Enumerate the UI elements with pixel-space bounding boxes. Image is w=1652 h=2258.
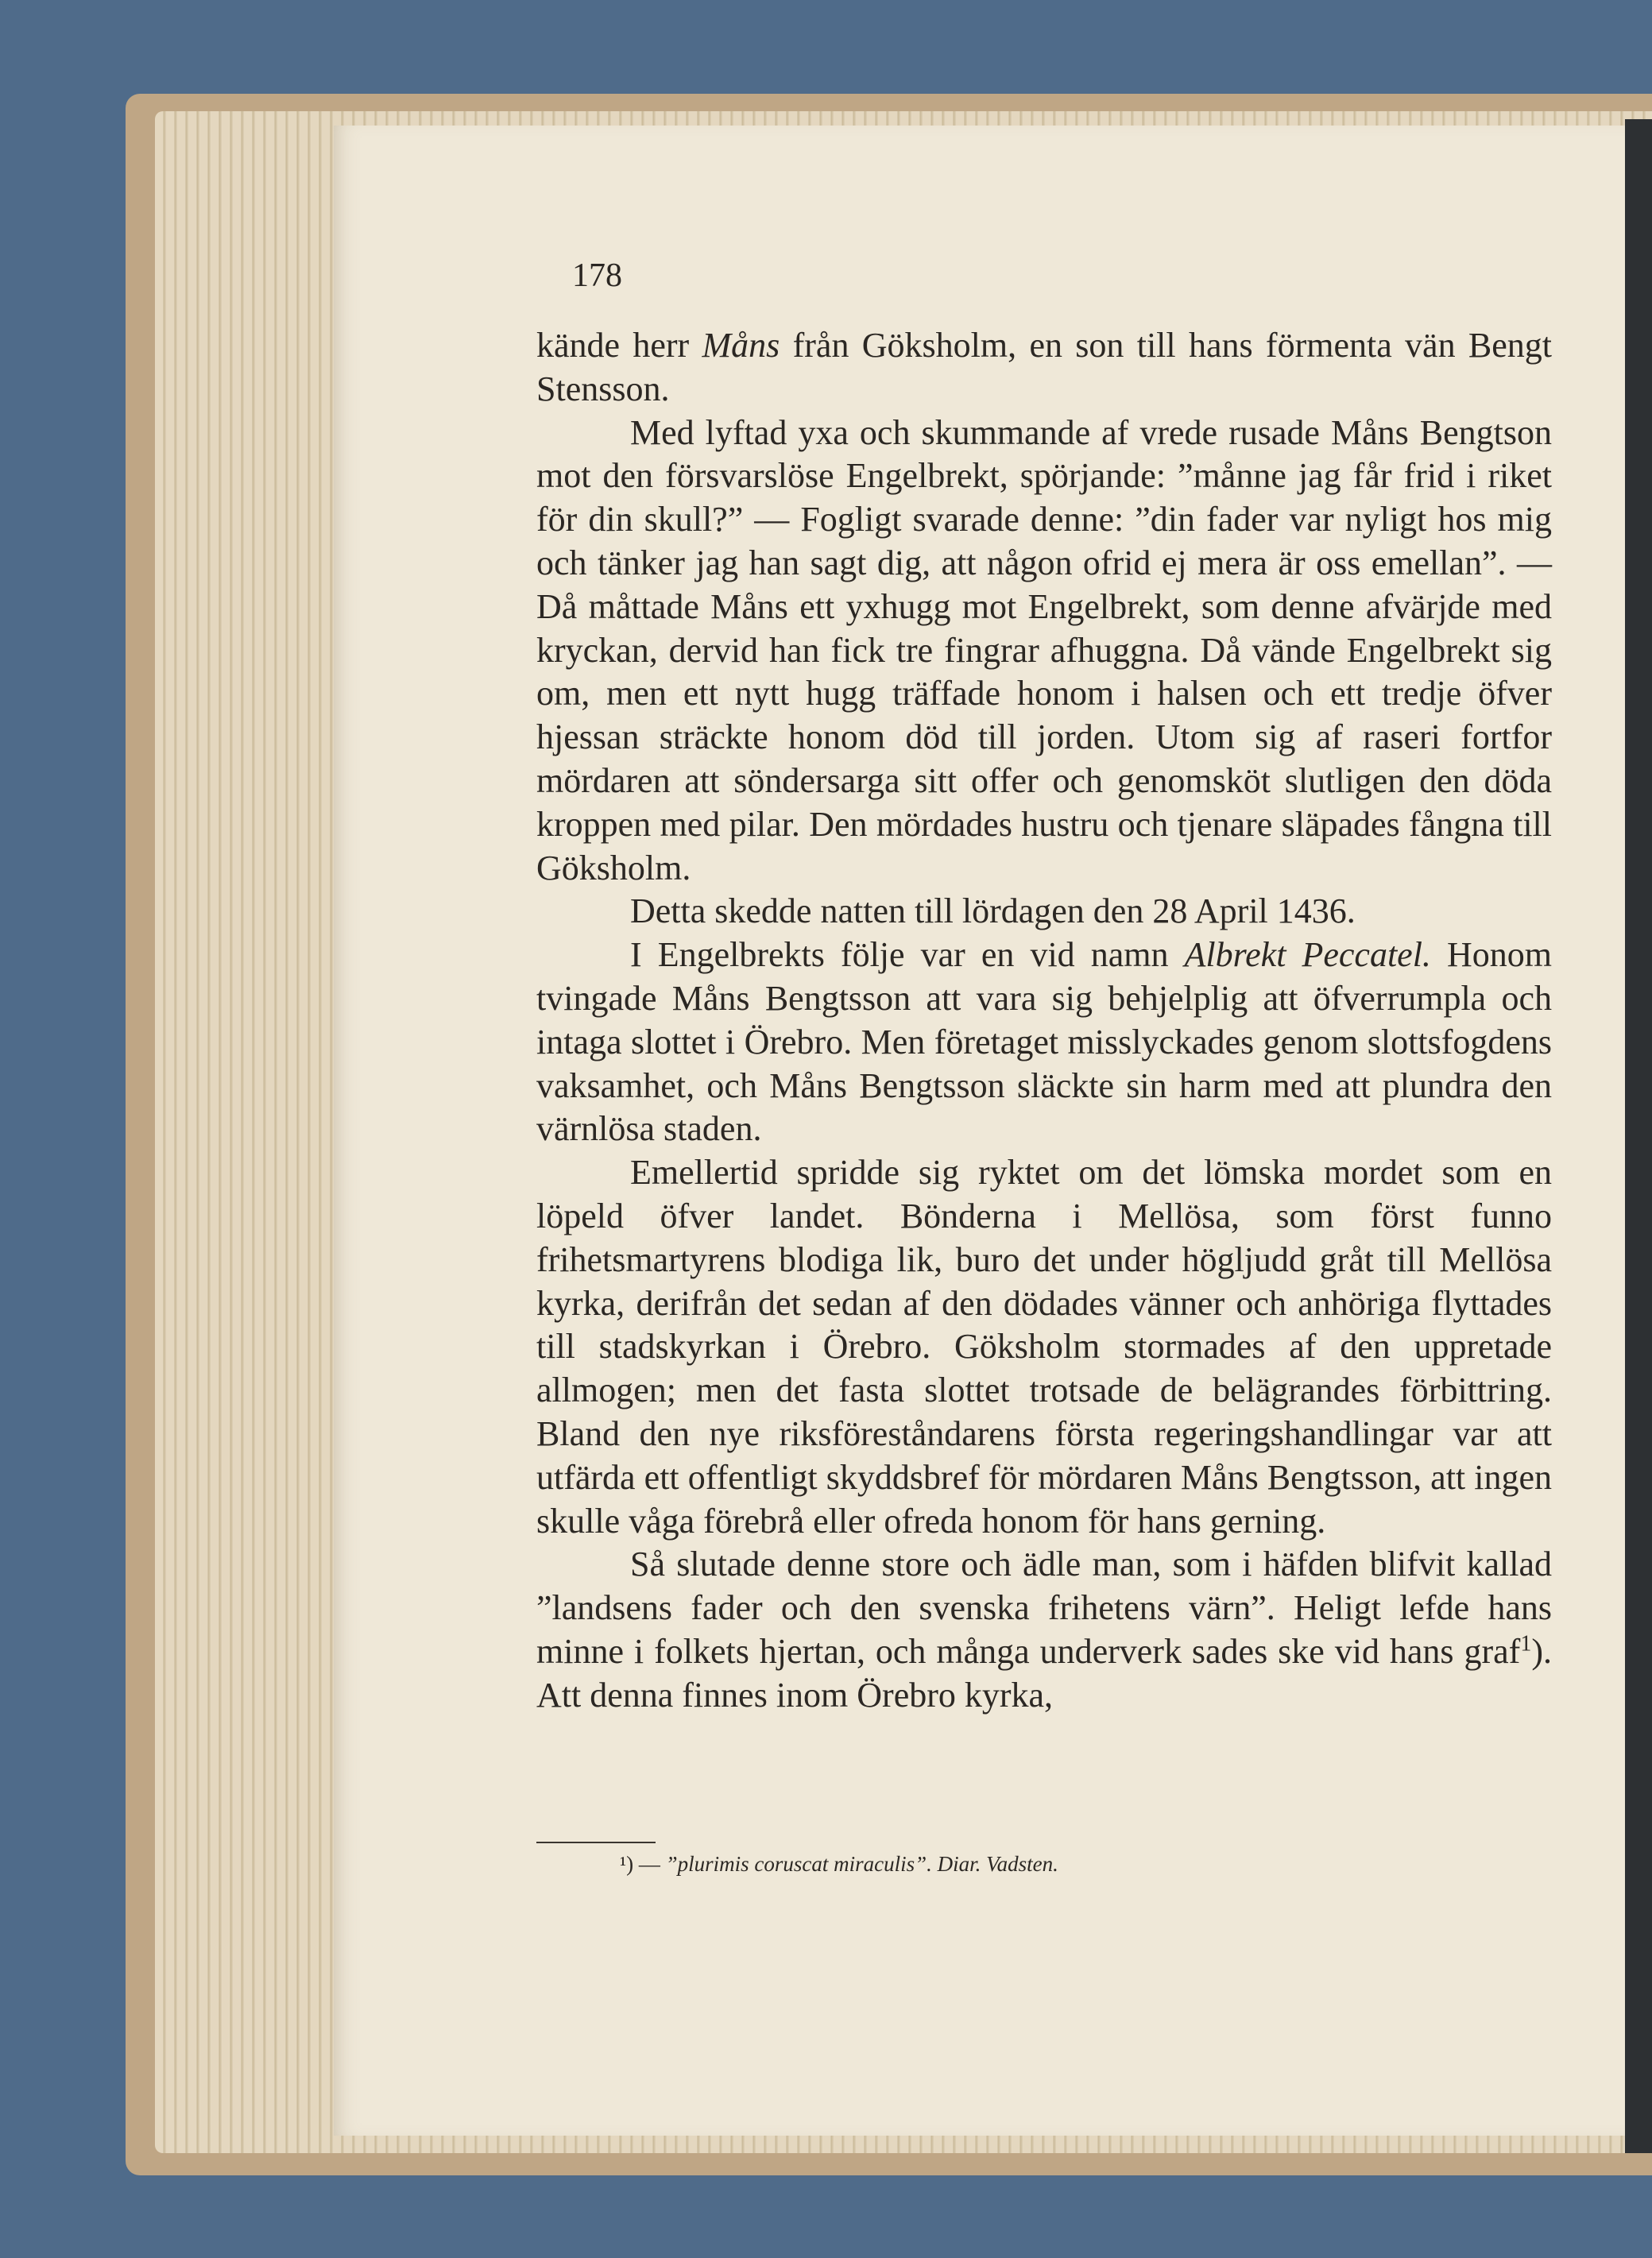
- text-run: Emellertid spridde sig ryktet om det lömska mordet som en löpeld öfver landet. Bönderna i Mellösa, som först funno frihetsmartyrens blodiga lik, buro det under högljudd gråt till Mellösa kyrka, derifrån det sedan af den dödades vänner och anhöriga flyttades till stadskyrkan i Örebro. Göksholm stormades af den uppretade allmogen; men det fasta slottet trotsade de belägrandes förbittring. Bland den nye riksföreståndarens första regeringshandlingar var att utfärda ett offentligt skyddsbref för mördaren Måns Bengtsson, att ingen skulle våga förebrå eller ofreda honom för hans gerning.: [536, 1153, 1552, 1541]
- footnote-reference: 1: [1520, 1631, 1532, 1657]
- footnote-quote: ”plurimis coruscat miraculis”.: [665, 1852, 932, 1876]
- text-run: Albrekt Peccatel.: [1184, 935, 1431, 975]
- text-run: Måns: [702, 326, 780, 365]
- text-run: Så slutade denne store och ädle man, som i häfden blifvit kallad ”landsens fader och den svenska frihetens värn”. Heligt lefde hans minne i folkets hjertan, och många underverk sades ske vid hans graf: [536, 1545, 1552, 1671]
- text-run: från Göksholm, en son till hans förmenta vän Bengt Stensson.: [536, 326, 1552, 408]
- text-run: Honom tvingade Måns Bengtsson att vara sig behjelplig att öfverrumpla och intaga slottet i Örebro. Men företaget misslyckades genom slottsfogdens vaksamhet, och Måns Bengtsson släckte sin harm med att plundra den värnlösa staden.: [536, 935, 1552, 1149]
- paragraph: [536, 324, 1552, 412]
- footnote: [620, 1851, 1058, 1877]
- paragraph: [536, 934, 1552, 1151]
- text-run: kände herr: [536, 326, 702, 365]
- text-run: I Engelbrekts följe var en vid namn: [630, 935, 1185, 975]
- body-text: [536, 324, 1552, 1718]
- book-spine: [1625, 119, 1652, 2153]
- paragraph: [536, 412, 1552, 891]
- footnote-marker: ¹) —: [620, 1852, 666, 1876]
- text-run: ). Att denna finnes inom Örebro kyrka,: [536, 1631, 1552, 1715]
- paragraph: [536, 890, 1552, 934]
- footnote-source: Diar. Vadsten.: [931, 1852, 1058, 1876]
- text-run: Detta skedde natten till lördagen den 28 April 1436.: [630, 891, 1356, 931]
- paragraph: [536, 1151, 1552, 1543]
- text-run: Med lyftad yxa och skummande af vrede rusade Måns Bengtson mot den försvarslöse Engelbrekt, spörjande: ”månne jag får frid i riket för din skull?” — Fogligt svarade denne: ”din fader var nyligt hos mig och tänker jag han sagt dig, att någon ofrid ej mera är oss emellan”. — Då måttade Måns ett yxhugg mot Engelbrekt, som denne afvärjde med kryckan, dervid han fick tre fingrar afhuggna. Då vände Engelbrekt sig om, men ett nytt hugg träffade honom i halsen och ett tredje öfver hjessan sträckte honom död till jorden. Utom sig af raseri fortfor mördaren att söndersarga sitt offer och genomsköt slutligen den döda kroppen med pilar. Den mördades hustru och tjenare släpades fångna till Göksholm.: [536, 412, 1552, 887]
- footnote-rule: [536, 1842, 656, 1843]
- paragraph: [536, 1543, 1552, 1717]
- page-number: 178: [572, 257, 622, 294]
